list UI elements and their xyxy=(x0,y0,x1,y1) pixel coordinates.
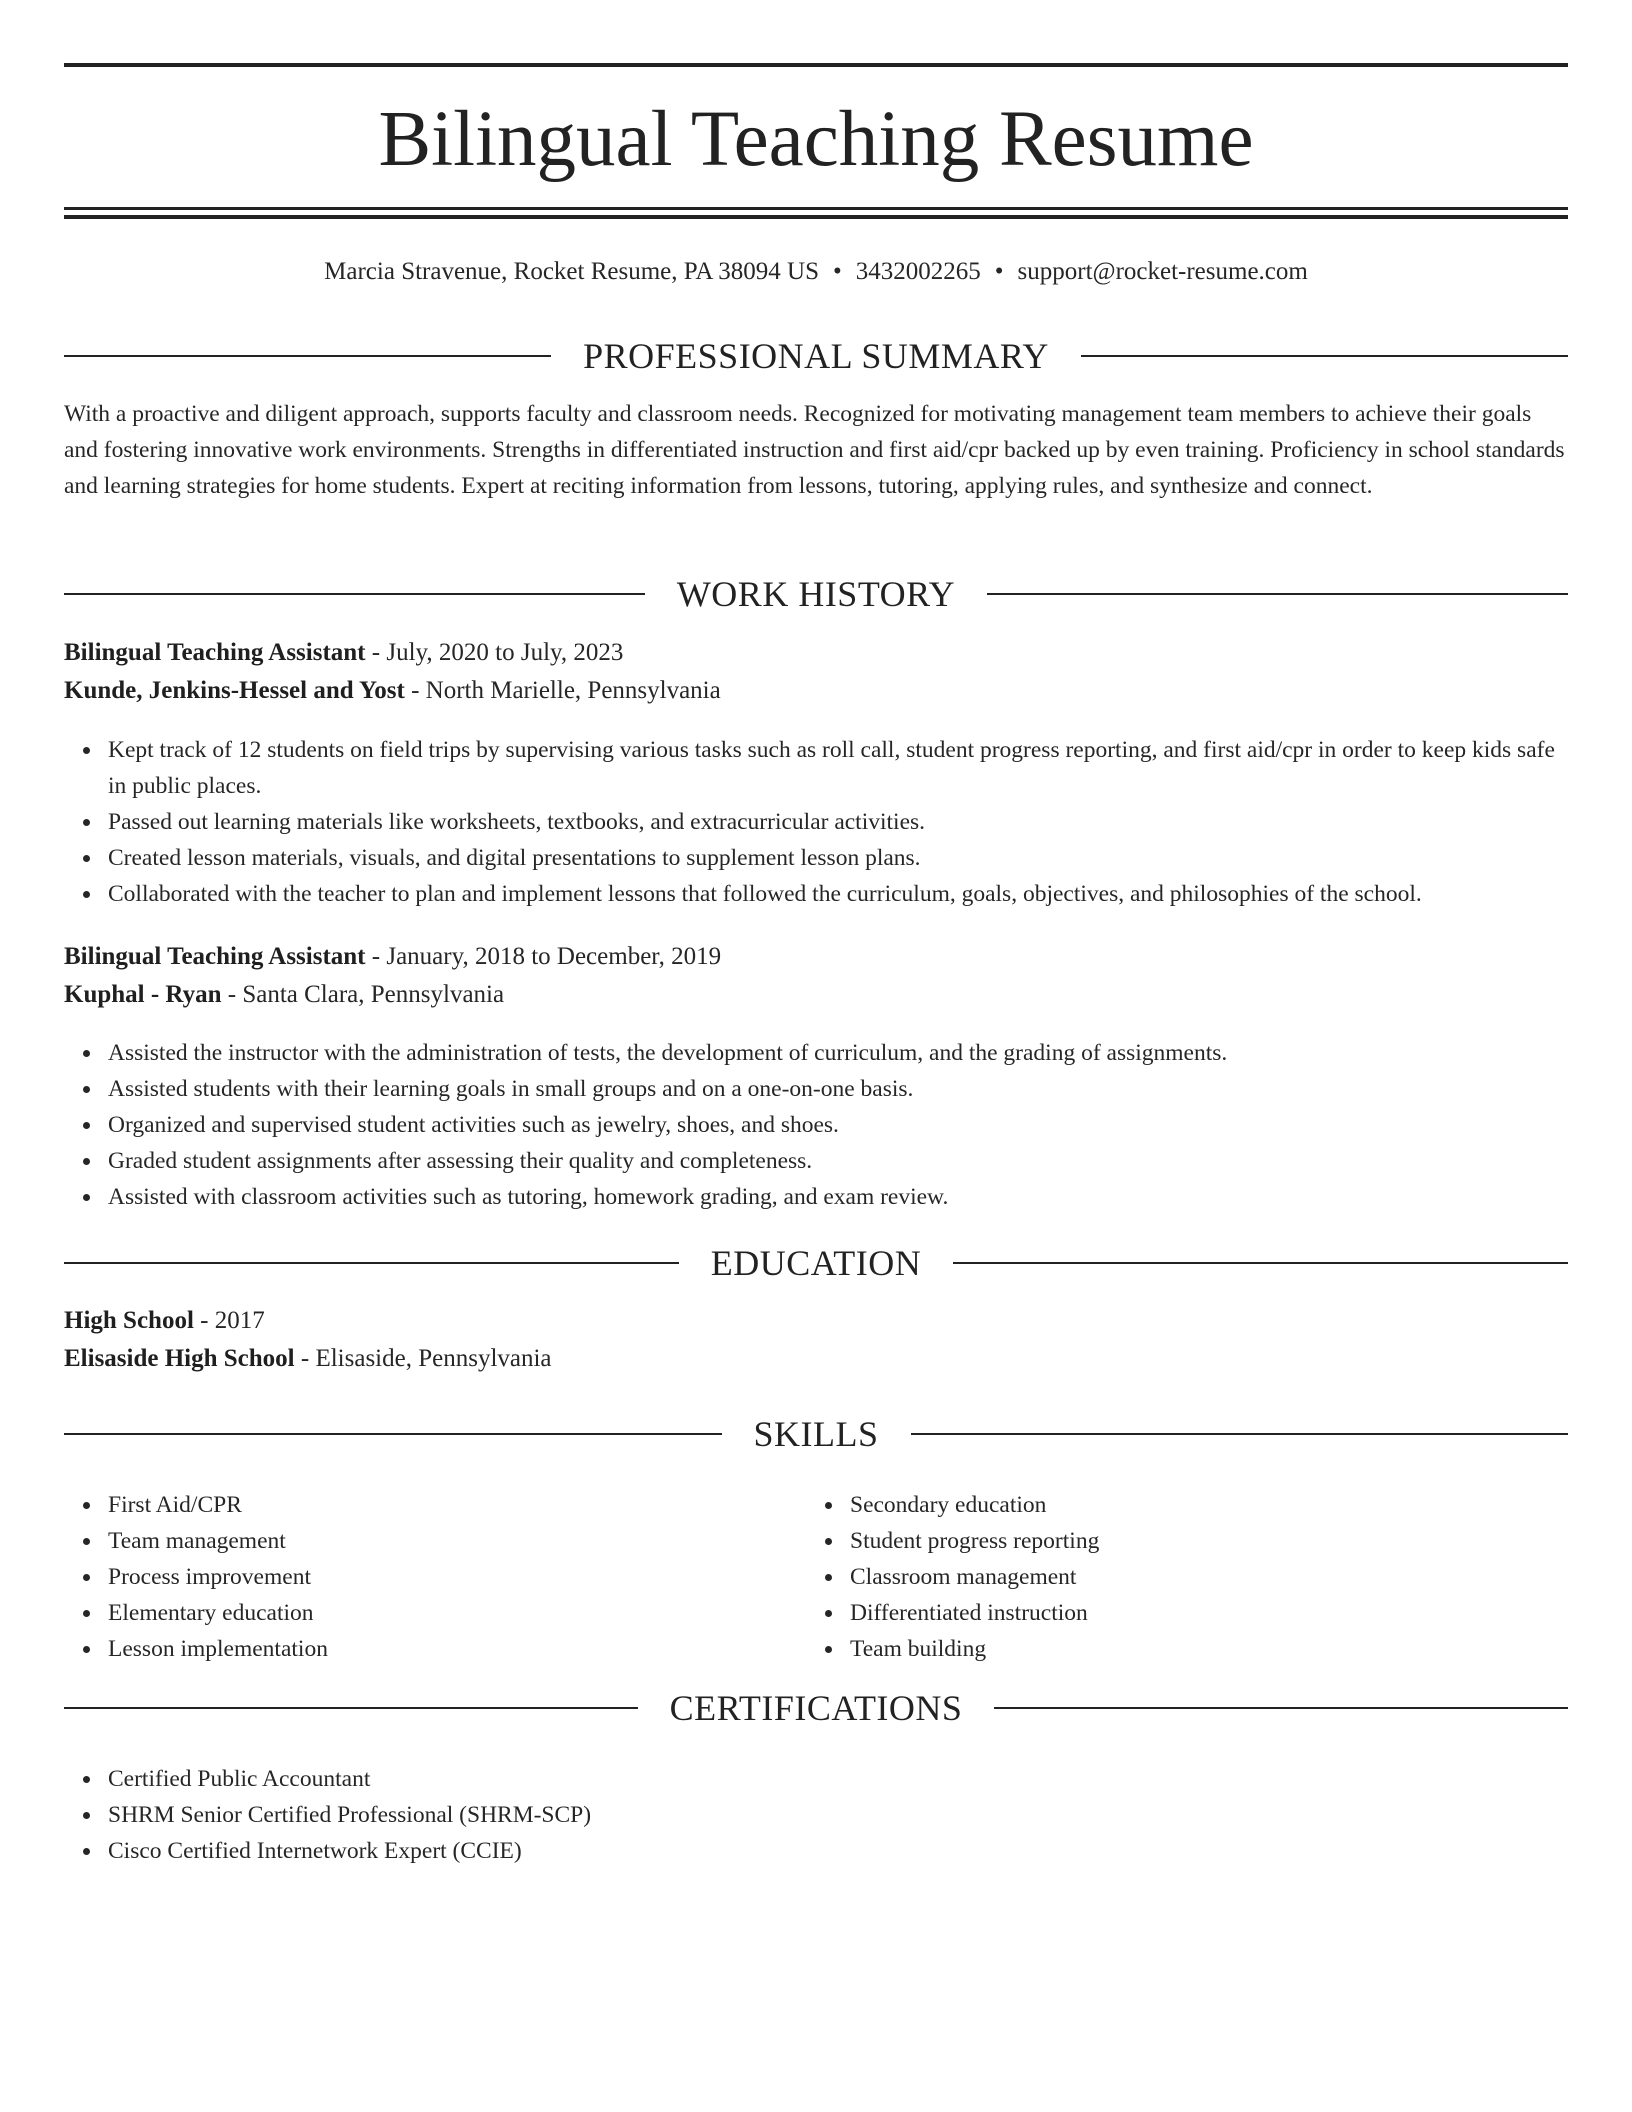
skill-item: Classroom management xyxy=(850,1559,1632,1595)
heading-rule-right xyxy=(987,593,1568,595)
heading-rule-right xyxy=(994,1707,1568,1709)
skill-item: Elementary education xyxy=(108,1595,1568,1631)
education-heading xyxy=(64,1243,1568,1283)
job-company: Kunde, Jenkins-Hessel and Yost xyxy=(64,677,405,704)
education-location: - Elisaside, Pennsylvania xyxy=(294,1345,552,1372)
certification-item: Cisco Certified Internetwork Expert (CCIE) xyxy=(108,1833,1568,1869)
top-rule xyxy=(64,63,1568,67)
section-title: SKILLS xyxy=(753,1414,879,1454)
education-degree: High School xyxy=(64,1307,194,1334)
heading-rule-left xyxy=(64,1262,679,1264)
skill-item: Team management xyxy=(108,1523,1568,1559)
skill-item: Lesson implementation xyxy=(108,1631,1568,1667)
heading-rule-left xyxy=(64,1707,638,1709)
heading-rule-left xyxy=(64,355,551,357)
job-bullets xyxy=(64,1035,1568,1215)
certifications-heading xyxy=(64,1688,1568,1728)
work-heading xyxy=(64,574,1568,614)
list-item: Created lesson materials, visuals, and digital presentations to supplement lesson plans. xyxy=(108,840,1568,876)
section-title: CERTIFICATIONS xyxy=(669,1688,963,1728)
skill-item: Student progress reporting xyxy=(850,1523,1632,1559)
list-item: Kept track of 12 students on field trips by supervising various tasks such as roll call, student progress reporting, and first aid/cpr in order to keep kids safe in public places. xyxy=(108,732,1568,804)
job-company: Kuphal - Ryan xyxy=(64,981,222,1008)
job-company-line xyxy=(64,976,1568,1014)
job-title-line xyxy=(64,938,1568,976)
list-item: Assisted the instructor with the administration of tests, the development of curriculum, and the grading of assignments. xyxy=(108,1035,1568,1071)
education-year: - 2017 xyxy=(193,1307,265,1334)
certification-item: SHRM Senior Certified Professional (SHRM-SCP) xyxy=(108,1797,1568,1833)
list-item: Organized and supervised student activities such as jewelry, shoes, and shoes. xyxy=(108,1107,1568,1143)
education-degree-line xyxy=(64,1302,1568,1340)
contact-email: support@rocket-resume.com xyxy=(1017,258,1308,285)
title-rule-upper xyxy=(64,207,1568,210)
job-title: Bilingual Teaching Assistant xyxy=(64,943,366,970)
job-title: Bilingual Teaching Assistant xyxy=(64,639,366,666)
contact-separator: • xyxy=(833,258,842,285)
list-item: Assisted students with their learning goals in small groups and on a one-on-one basis. xyxy=(108,1071,1568,1107)
skill-item: Process improvement xyxy=(108,1559,1568,1595)
heading-rule-left xyxy=(64,1433,722,1435)
skill-item: Team building xyxy=(850,1631,1632,1667)
job-bullets xyxy=(64,732,1568,912)
contact-address: Marcia Stravenue, Rocket Resume, PA 38094 US xyxy=(324,258,820,285)
list-item: Collaborated with the teacher to plan and implement lessons that followed the curriculum, goals, objectives, and philosophies of the school. xyxy=(108,876,1568,912)
skill-item: Differentiated instruction xyxy=(850,1595,1632,1631)
section-title: WORK HISTORY xyxy=(676,574,956,614)
section-title: PROFESSIONAL SUMMARY xyxy=(583,336,1049,376)
contact-line xyxy=(64,255,1568,289)
certifications-list xyxy=(64,1761,1568,1869)
job-location: - North Marielle, Pennsylvania xyxy=(404,677,721,704)
job-dates: - July, 2020 to July, 2023 xyxy=(365,639,624,666)
job-company-line xyxy=(64,672,1568,710)
title-rule-lower xyxy=(64,215,1568,219)
education-school: Elisaside High School xyxy=(64,1345,295,1372)
skills-list-right xyxy=(806,1487,1632,1667)
heading-rule-right xyxy=(911,1433,1569,1435)
list-item: Graded student assignments after assessing their quality and completeness. xyxy=(108,1143,1568,1179)
job-location: - Santa Clara, Pennsylvania xyxy=(221,981,505,1008)
list-item: Assisted with classroom activities such as tutoring, homework grading, and exam review. xyxy=(108,1179,1568,1215)
skill-item: First Aid/CPR xyxy=(108,1487,1568,1523)
education-school-line xyxy=(64,1340,1568,1378)
certification-item: Certified Public Accountant xyxy=(108,1761,1568,1797)
resume-title: Bilingual Teaching Resume xyxy=(378,96,1254,183)
job-title-line xyxy=(64,634,1568,672)
heading-rule-right xyxy=(953,1262,1568,1264)
summary-text: With a proactive and diligent approach, supports faculty and classroom needs. Recognized for motivating management team members to achieve their goals and fostering innovative work environments. Strengths in differentiated instruction and first aid/cpr backed up by even training. Proficiency in school standards and learning strategies for home students. Expert at reciting information from lessons, tutoring, applying rules, and synthesize and connect. xyxy=(64,401,1565,499)
contact-separator: • xyxy=(994,258,1004,285)
skill-item: Secondary education xyxy=(850,1487,1632,1523)
heading-rule-right xyxy=(1081,355,1568,357)
summary-heading xyxy=(64,336,1568,376)
skills-heading xyxy=(64,1414,1568,1454)
job-dates: - January, 2018 to December, 2019 xyxy=(365,943,722,970)
section-title: EDUCATION xyxy=(710,1243,922,1283)
contact-phone: 3432002265 xyxy=(855,258,981,285)
list-item: Passed out learning materials like worksheets, textbooks, and extracurricular activities. xyxy=(108,804,1568,840)
heading-rule-left xyxy=(64,593,645,595)
